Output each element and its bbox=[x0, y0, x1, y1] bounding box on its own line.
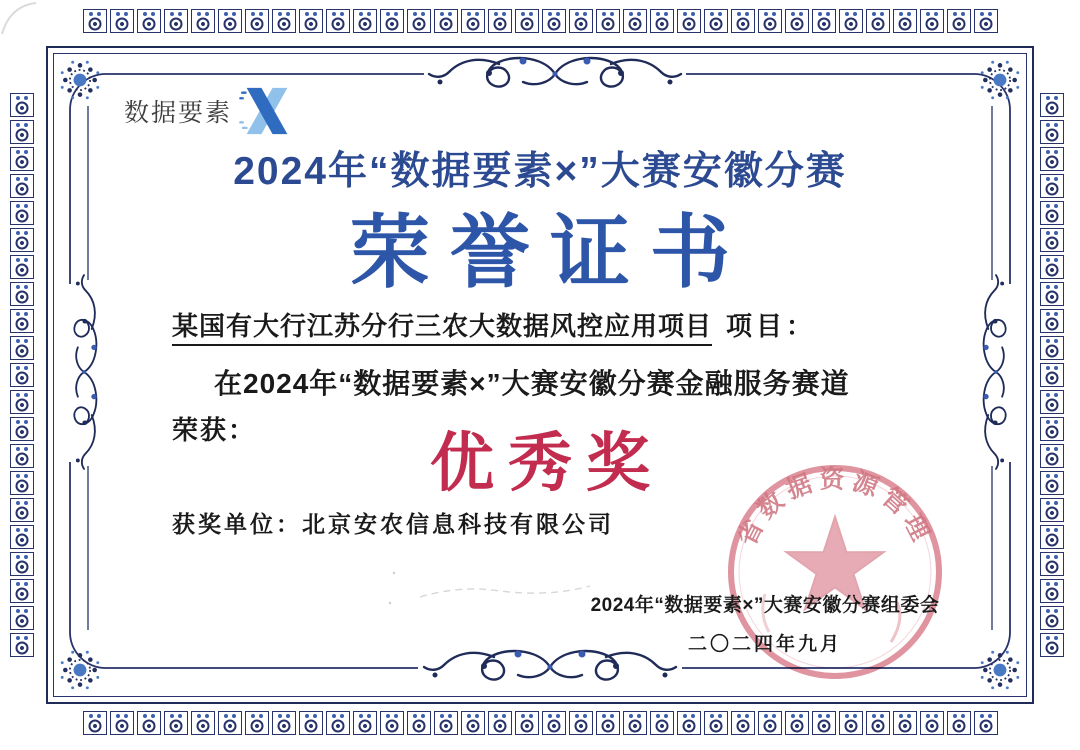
border-tile-icon bbox=[164, 711, 188, 735]
border-tile-icon bbox=[947, 9, 971, 33]
border-tile-icon bbox=[245, 9, 269, 33]
border-tile-icon bbox=[515, 9, 539, 33]
border-tile-icon bbox=[1040, 525, 1064, 549]
scan-smudge bbox=[380, 565, 600, 610]
border-tile-icon bbox=[1040, 390, 1064, 414]
border-tile-icon bbox=[704, 9, 728, 33]
track-highlight: 金融服务赛道 bbox=[675, 368, 850, 399]
border-tile-icon bbox=[434, 711, 458, 735]
border-tile-icon bbox=[596, 9, 620, 33]
border-tile-icon bbox=[920, 711, 944, 735]
border-tile-icon bbox=[191, 711, 215, 735]
border-tile-icon bbox=[10, 606, 34, 630]
project-name: 某国有大行江苏分行三农大数据风控应用项目 bbox=[172, 311, 712, 346]
border-tile-icon bbox=[920, 9, 944, 33]
flourish-icon bbox=[429, 58, 681, 87]
logo-text: 数据要素 bbox=[124, 99, 233, 127]
issue-date: 二〇二四年九月 bbox=[687, 634, 842, 655]
border-tile-icon bbox=[1040, 363, 1064, 387]
border-tile-icon bbox=[542, 9, 566, 33]
border-tile-icon bbox=[272, 9, 296, 33]
border-tile-icon bbox=[10, 93, 34, 117]
border-tile-icon bbox=[299, 9, 323, 33]
border-tile-icon bbox=[380, 9, 404, 33]
border-tile-icon bbox=[758, 711, 782, 735]
border-tile-icon bbox=[596, 711, 620, 735]
seal-arc-text: 省数据资源管理 bbox=[732, 465, 938, 551]
border-tile-icon bbox=[407, 711, 431, 735]
winner-line bbox=[172, 506, 614, 539]
x-mark-icon bbox=[238, 86, 296, 136]
committee-name: 2024年“数据要素×”大赛安徽分赛组委会 bbox=[590, 595, 940, 616]
border-tile-icon bbox=[272, 711, 296, 735]
certificate-heading: 荣誉证书 bbox=[350, 210, 750, 298]
border-tile-icon bbox=[353, 711, 377, 735]
border-tile-icon bbox=[1040, 93, 1064, 117]
border-tile-icon bbox=[218, 9, 242, 33]
border-tile-icon bbox=[785, 9, 809, 33]
border-tile-icon bbox=[623, 9, 647, 33]
border-tile-icon bbox=[1040, 309, 1064, 333]
project-label: 项目： bbox=[726, 311, 817, 341]
border-tile-icon bbox=[569, 9, 593, 33]
border-tile-icon bbox=[218, 711, 242, 735]
border-tile-icon bbox=[623, 711, 647, 735]
border-tile-icon bbox=[326, 711, 350, 735]
border-tile-icon bbox=[650, 9, 674, 33]
corner-rosette-icon bbox=[981, 651, 1020, 690]
official-seal bbox=[715, 452, 955, 692]
border-tile-icon bbox=[677, 711, 701, 735]
border-tile-icon bbox=[10, 336, 34, 360]
border-tile-icon bbox=[407, 9, 431, 33]
border-tile-icon bbox=[947, 711, 971, 735]
track-prefix: 在2024年“数据要素×”大赛安徽分赛 bbox=[214, 368, 676, 399]
corner-rosette-icon bbox=[981, 61, 1020, 100]
logo bbox=[124, 86, 296, 136]
award-name: 优秀奖 bbox=[430, 427, 664, 499]
border-tile-icon bbox=[839, 9, 863, 33]
border-tile-icon bbox=[974, 711, 998, 735]
border-tile-icon bbox=[326, 9, 350, 33]
border-tile-icon bbox=[1040, 552, 1064, 576]
border-tile-icon bbox=[110, 711, 134, 735]
border-tile-icon bbox=[434, 9, 458, 33]
border-tile-icon bbox=[191, 9, 215, 33]
border-tile-icon bbox=[10, 363, 34, 387]
border-tile-icon bbox=[785, 711, 809, 735]
border-tile-icon bbox=[461, 9, 485, 33]
border-tile-icon bbox=[731, 9, 755, 33]
border-tile-icon bbox=[812, 9, 836, 33]
border-tile-icon bbox=[1040, 633, 1064, 657]
corner-rosette-icon bbox=[61, 61, 100, 100]
border-tile-icon bbox=[83, 9, 107, 33]
border-tile-icon bbox=[10, 579, 34, 603]
border-tile-icon bbox=[866, 711, 890, 735]
border-tile-icon bbox=[569, 711, 593, 735]
border-tile-icon bbox=[83, 711, 107, 735]
border-tile-icon bbox=[704, 711, 728, 735]
border-tile-icon bbox=[461, 711, 485, 735]
signature-block bbox=[590, 590, 940, 656]
border-tile-icon bbox=[380, 711, 404, 735]
border-tile-icon bbox=[731, 711, 755, 735]
border-tile-icon bbox=[1040, 606, 1064, 630]
project-line bbox=[172, 306, 816, 343]
border-tile-icon bbox=[137, 9, 161, 33]
winner-name: 北京安农信息科技有限公司 bbox=[302, 511, 614, 537]
border-tile-icon bbox=[10, 525, 34, 549]
border-tile-icon bbox=[137, 711, 161, 735]
border-tile-icon bbox=[299, 711, 323, 735]
border-tile-icon bbox=[893, 9, 917, 33]
border-tile-icon bbox=[1040, 336, 1064, 360]
track-line bbox=[214, 362, 850, 402]
border-tile-icon bbox=[488, 711, 512, 735]
border-tile-icon bbox=[893, 711, 917, 735]
winner-label: 获奖单位： bbox=[172, 511, 302, 537]
border-tile-icon bbox=[1040, 579, 1064, 603]
border-tile-icon bbox=[974, 9, 998, 33]
border-tile-icon bbox=[515, 711, 539, 735]
corner-rosette-icon bbox=[61, 651, 100, 690]
border-tile-icon bbox=[110, 9, 134, 33]
border-tile-icon bbox=[10, 309, 34, 333]
border-tile-icon bbox=[812, 711, 836, 735]
border-tile-icon bbox=[164, 9, 188, 33]
border-tile-icon bbox=[677, 9, 701, 33]
border-tile-icon bbox=[353, 9, 377, 33]
border-tile-icon bbox=[650, 711, 674, 735]
competition-title: 2024年“数据要素×”大赛安徽分赛 bbox=[233, 150, 847, 193]
border-pattern-bottom bbox=[10, 711, 1070, 741]
border-tile-icon bbox=[488, 9, 512, 33]
border-tile-icon bbox=[839, 711, 863, 735]
border-tile-icon bbox=[866, 9, 890, 33]
border-tile-icon bbox=[758, 9, 782, 33]
award-label: 荣获： bbox=[172, 415, 257, 445]
border-tile-icon bbox=[10, 633, 34, 657]
border-tile-icon bbox=[245, 711, 269, 735]
border-tile-icon bbox=[10, 390, 34, 414]
border-tile-icon bbox=[542, 711, 566, 735]
border-pattern-top bbox=[10, 9, 1070, 39]
border-tile-icon bbox=[10, 552, 34, 576]
